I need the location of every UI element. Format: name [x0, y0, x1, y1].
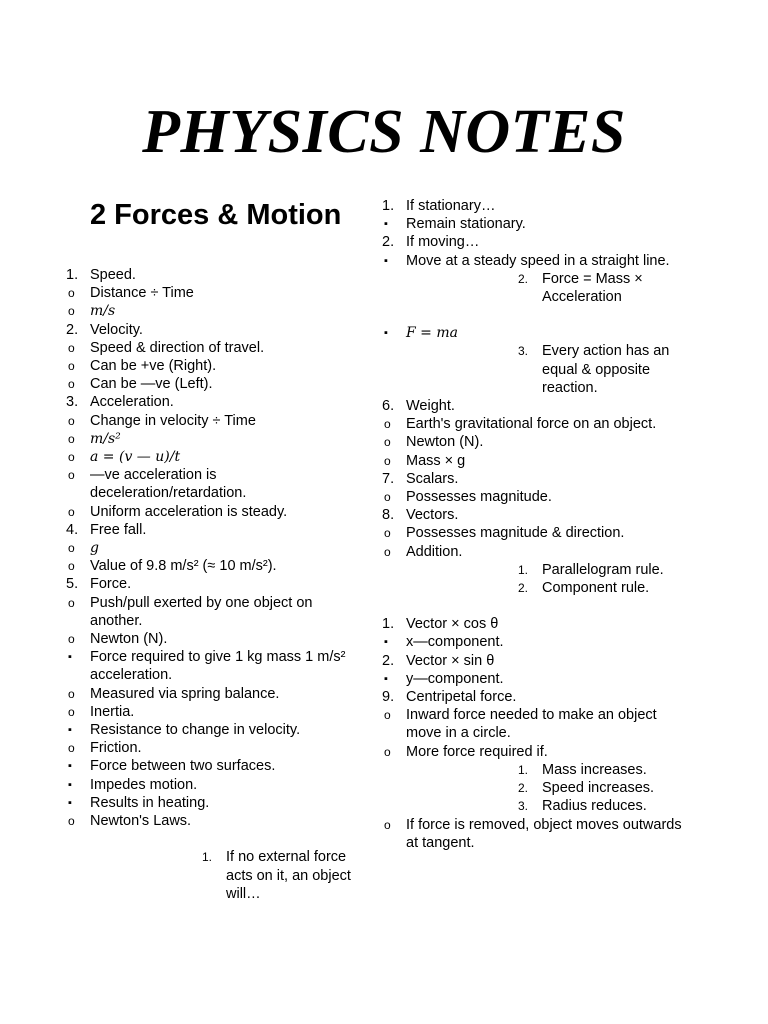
number-marker: 1. — [382, 198, 395, 214]
note-line — [382, 470, 682, 488]
note-line — [382, 615, 682, 633]
note-line — [66, 430, 366, 448]
note-line — [66, 575, 366, 593]
circle-bullet-icon: o — [384, 744, 391, 759]
number-marker: 2. — [518, 781, 529, 796]
note-text: F = ma — [406, 325, 458, 342]
square-bullet-icon: ▪ — [384, 672, 388, 685]
circle-bullet-icon: o — [68, 559, 75, 574]
note-line — [382, 524, 682, 542]
circle-bullet-icon: o — [68, 286, 75, 301]
note-text: a = (v — u)/t — [90, 449, 181, 466]
note-line — [66, 721, 366, 739]
note-text: Scalars. — [406, 470, 459, 487]
number-marker: 1. — [66, 267, 79, 283]
note-line — [382, 579, 682, 597]
circle-bullet-icon: o — [384, 708, 391, 723]
note-line — [382, 506, 682, 524]
note-line — [66, 739, 366, 757]
note-text: Value of 9.8 m/s² (≈ 10 m/s²). — [90, 558, 277, 575]
note-text: Velocity. — [90, 321, 143, 338]
note-text: —ve acceleration is deceleration/retardation. — [90, 467, 247, 502]
square-bullet-icon: ▪ — [384, 636, 388, 649]
note-text: Measured via spring balance. — [90, 685, 280, 702]
note-text: Inward force needed to make an object move in a circle. — [406, 707, 657, 742]
circle-bullet-icon: o — [384, 490, 391, 505]
note-line — [66, 685, 366, 703]
circle-bullet-icon: o — [68, 359, 75, 374]
circle-bullet-icon: o — [68, 450, 75, 465]
note-text: Newton's Laws. — [90, 813, 192, 830]
circle-bullet-icon: o — [384, 453, 391, 468]
circle-bullet-icon: o — [384, 817, 391, 832]
note-text: Results in heating. — [90, 794, 210, 811]
note-line — [66, 302, 366, 320]
note-text: Vector × cos θ — [406, 616, 499, 633]
note-text: Impedes motion. — [90, 776, 198, 793]
note-text: More force required if. — [406, 743, 548, 760]
note-line — [382, 433, 682, 451]
note-text: y—component. — [406, 670, 504, 687]
note-line — [382, 779, 682, 797]
note-text: Newton (N). — [406, 434, 484, 451]
note-line — [382, 688, 682, 706]
note-text: Force required to give 1 kg mass 1 m/s² acceleration. — [90, 649, 346, 684]
square-bullet-icon: ▪ — [384, 327, 388, 340]
note-line — [66, 375, 366, 393]
note-line — [382, 561, 682, 579]
circle-bullet-icon: o — [68, 413, 75, 428]
note-text: Force. — [90, 576, 132, 593]
square-bullet-icon: ▪ — [68, 724, 72, 737]
note-text: Distance ÷ Time — [90, 285, 194, 302]
note-line — [66, 266, 366, 284]
square-bullet-icon: ▪ — [68, 651, 72, 664]
note-text: g — [90, 540, 99, 557]
note-line — [66, 794, 366, 812]
note-line — [382, 797, 682, 815]
note-line — [66, 339, 366, 357]
circle-bullet-icon: o — [384, 526, 391, 541]
note-text: Acceleration. — [90, 394, 174, 411]
note-text: If force is removed, object moves outwards at tangent. — [406, 816, 682, 851]
note-line — [382, 233, 682, 251]
note-text: Radius reduces. — [542, 798, 647, 815]
note-text: Change in velocity ÷ Time — [90, 412, 256, 429]
note-text: Resistance to change in velocity. — [90, 722, 301, 739]
note-text: Force = Mass × Acceleration — [542, 270, 643, 306]
circle-bullet-icon: o — [68, 504, 75, 519]
note-text: m/s² — [90, 430, 121, 447]
note-line — [382, 397, 682, 415]
note-line — [382, 761, 682, 779]
number-marker: 3. — [518, 799, 529, 814]
circle-bullet-icon: o — [68, 741, 75, 756]
number-marker: 3. — [66, 394, 79, 411]
note-line — [66, 393, 366, 411]
note-text: Vectors. — [406, 507, 459, 524]
note-text: Remain stationary. — [406, 216, 526, 233]
number-marker: 3. — [518, 344, 529, 359]
note-line — [382, 652, 682, 670]
note-line — [382, 816, 682, 852]
number-marker: 6. — [382, 398, 395, 415]
note-text: Move at a steady speed in a straight line. — [406, 252, 670, 269]
note-text: Push/pull exerted by one object on another. — [90, 594, 313, 629]
note-text: Free fall. — [90, 521, 147, 538]
note-text: If no external force acts on it, an object will… — [226, 849, 351, 902]
circle-bullet-icon: o — [68, 541, 75, 556]
note-text: Speed increases. — [542, 780, 655, 797]
note-line — [66, 448, 366, 466]
note-text: Speed. — [90, 267, 136, 283]
circle-bullet-icon: o — [68, 377, 75, 392]
note-line — [382, 743, 682, 761]
right-notes-list — [382, 197, 682, 852]
number-marker: 8. — [382, 507, 395, 524]
note-line — [66, 848, 366, 903]
note-line — [382, 706, 682, 742]
number-marker: 9. — [382, 689, 395, 706]
note-text: If stationary… — [406, 198, 496, 214]
number-marker: 2. — [382, 234, 395, 251]
note-line — [382, 324, 682, 342]
note-line — [66, 539, 366, 557]
note-line — [382, 543, 682, 561]
note-line — [66, 321, 366, 339]
circle-bullet-icon: o — [68, 340, 75, 355]
note-text: Mass increases. — [542, 761, 647, 778]
circle-bullet-icon: o — [68, 431, 75, 446]
note-text: If moving… — [406, 234, 480, 251]
note-text: Possesses magnitude. — [406, 489, 552, 506]
circle-bullet-icon: o — [68, 686, 75, 701]
note-text: Inertia. — [90, 703, 135, 720]
circle-bullet-icon: o — [68, 304, 75, 319]
note-text: Force between two surfaces. — [90, 758, 276, 775]
number-marker: 2. — [382, 652, 395, 669]
note-text: Newton (N). — [90, 631, 168, 648]
number-marker: 1. — [382, 616, 395, 633]
left-notes-list — [66, 266, 366, 903]
note-text: Component rule. — [542, 580, 650, 597]
note-line — [382, 197, 682, 215]
number-marker: 2. — [518, 581, 529, 596]
note-line — [66, 466, 366, 502]
note-text: Can be —ve (Left). — [90, 376, 213, 393]
square-bullet-icon: ▪ — [68, 796, 72, 809]
square-bullet-icon: ▪ — [384, 254, 388, 267]
number-marker: 1. — [202, 850, 213, 865]
note-text: Can be +ve (Right). — [90, 358, 217, 375]
note-line — [66, 630, 366, 648]
note-text: Earth's gravitational force on an object. — [406, 416, 657, 433]
note-text: Vector × sin θ — [406, 652, 495, 669]
square-bullet-icon: ▪ — [68, 778, 72, 791]
note-text: Weight. — [406, 398, 455, 415]
number-marker: 2. — [66, 321, 79, 338]
note-text: Possesses magnitude & direction. — [406, 525, 625, 542]
number-marker: 1. — [518, 562, 529, 577]
number-marker: 7. — [382, 470, 395, 487]
note-line — [66, 757, 366, 775]
circle-bullet-icon: o — [68, 595, 75, 610]
circle-bullet-icon: o — [68, 814, 75, 829]
note-line — [382, 452, 682, 470]
number-marker: 2. — [518, 271, 529, 286]
note-text: m/s — [90, 303, 116, 320]
note-line — [382, 342, 682, 397]
page-title: PHYSICS NOTES — [142, 98, 626, 166]
note-line — [382, 270, 682, 306]
note-line — [66, 594, 366, 630]
note-line — [66, 284, 366, 302]
note-line — [66, 357, 366, 375]
note-text: Friction. — [90, 740, 142, 757]
number-marker: 5. — [66, 576, 79, 593]
note-text: Parallelogram rule. — [542, 561, 664, 578]
note-text: Speed & direction of travel. — [90, 339, 265, 356]
note-line — [382, 415, 682, 433]
square-bullet-icon: ▪ — [68, 760, 72, 773]
left-column — [66, 196, 366, 903]
number-marker: 4. — [66, 521, 79, 538]
note-line — [382, 215, 682, 233]
note-line — [382, 252, 682, 270]
note-line — [382, 488, 682, 506]
note-line — [66, 776, 366, 794]
section-heading: 2 Forces & Motion — [90, 199, 342, 231]
note-line — [66, 521, 366, 539]
circle-bullet-icon: o — [68, 468, 75, 483]
circle-bullet-icon: o — [68, 704, 75, 719]
circle-bullet-icon: o — [384, 544, 391, 559]
circle-bullet-icon: o — [384, 417, 391, 432]
note-line — [66, 503, 366, 521]
note-text: Addition. — [406, 543, 463, 560]
right-column — [382, 197, 682, 852]
note-text: Uniform acceleration is steady. — [90, 503, 288, 520]
note-line — [66, 812, 366, 830]
note-line — [66, 703, 366, 721]
note-text: Every action has an equal & opposite reaction. — [542, 343, 670, 396]
note-line — [382, 670, 682, 688]
number-marker: 1. — [518, 762, 529, 777]
note-text: Centripetal force. — [406, 689, 517, 706]
note-line — [66, 557, 366, 575]
square-bullet-icon: ▪ — [384, 218, 388, 231]
note-line — [66, 412, 366, 430]
note-text: x—component. — [406, 634, 504, 651]
note-text: Mass × g — [406, 452, 466, 469]
note-line — [382, 633, 682, 651]
circle-bullet-icon: o — [68, 632, 75, 647]
note-line — [66, 648, 366, 684]
circle-bullet-icon: o — [384, 435, 391, 450]
